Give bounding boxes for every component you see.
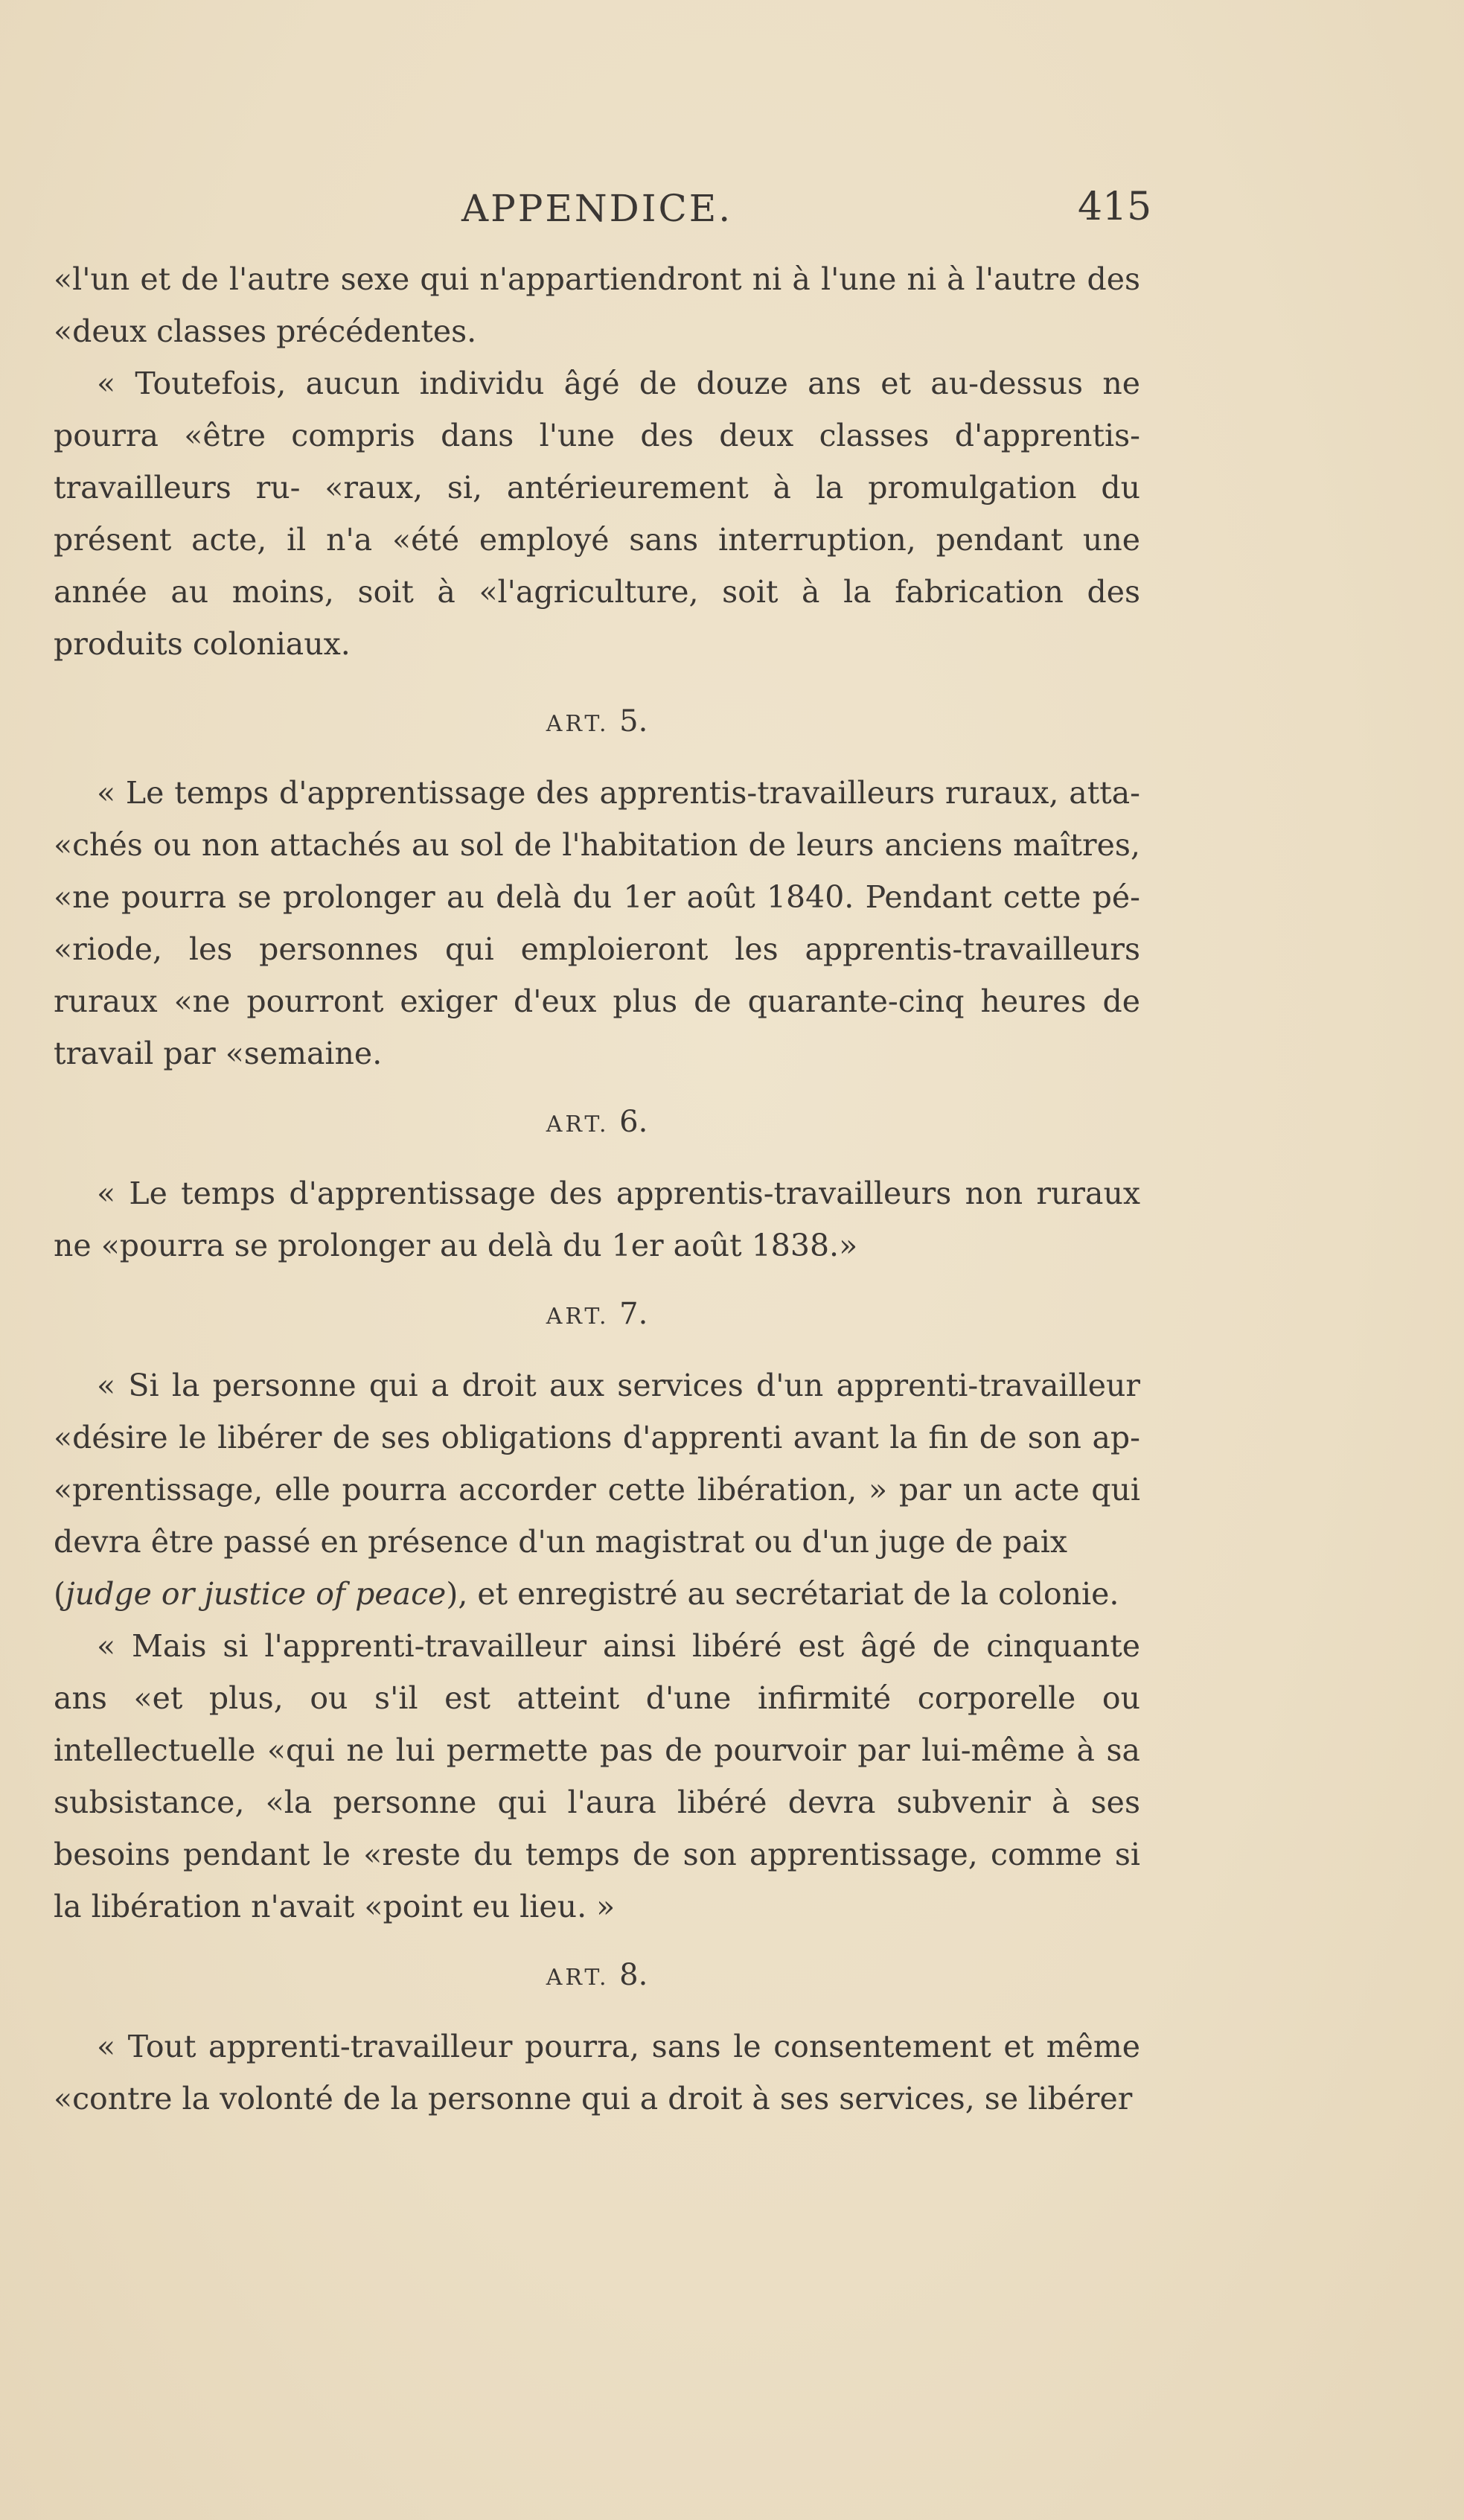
page-body — [54, 253, 1140, 2125]
article-heading-7 — [54, 1288, 1140, 1343]
article-heading-5 — [54, 695, 1140, 750]
article-label: ART. — [546, 711, 610, 737]
page-number: 415 — [1078, 185, 1152, 229]
article-heading-6 — [54, 1096, 1140, 1151]
paragraph-article-7-continued: (judge or justice of peace), et enregistré au secrétariat de la colonie. — [54, 1576, 1119, 1612]
article-number: 8. — [619, 1958, 648, 1992]
paragraph-article-8: « Tout apprenti-travailleur pourra, sans le consentement et même «contre la volonté de la personne qui a droit à ses services, se libérer — [54, 2029, 1140, 2117]
paragraph-article-5: « Le temps d'apprentissage des apprentis-travailleurs ruraux, atta- «chés ou non attachés au sol de l'habitation de leurs anciens maîtres, «ne pourra se prolonger au delà du 1er août 1840. Pendant cette pé- «riode, les personnes qui emploieront les apprentis-travailleurs ruraux «ne pourront exiger d'eux plus de quarante-cinq heures de travail par «semaine. — [54, 775, 1140, 1071]
paragraph-mais-si: « Mais si l'apprenti-travailleur ainsi libéré est âgé de cinquante ans «et plus, ou s'il est atteint d'une infirmité corporelle ou intellectuelle «qui ne lui permette pas de pourvoir par lui-même à sa subsistance, «la personne qui l'aura libéré devra subvenir à ses besoins pendant le «reste du temps de son apprentissage, comme si la libération n'avait «point eu lieu. » — [54, 1628, 1140, 1924]
article-number: 7. — [619, 1297, 648, 1331]
article-label: ART. — [546, 1304, 610, 1330]
running-header-title: APPENDICE. — [461, 187, 733, 230]
article-number: 5. — [619, 704, 648, 739]
article-label: ART. — [546, 1965, 610, 1991]
paragraph-continuation: «l'un et de l'autre sexe qui n'appartiendront ni à l'une ni à l'autre des «deux classes précédentes. — [54, 261, 1140, 349]
italic-phrase: judge or justice of peace — [65, 1576, 447, 1612]
article-heading-8 — [54, 1949, 1140, 2004]
paragraph-article-7-tail: , et enregistré au secrétariat de la colonie. — [458, 1576, 1119, 1612]
paragraph-article-7: « Si la personne qui a droit aux services d'un apprenti-travailleur «désire le libérer de ses obligations d'apprenti avant la fin de son ap- «prentissage, elle pourra accorder cette libération, » par un acte qui devra être passé en présence d'un magistrat ou d'un juge de paix — [54, 1368, 1140, 1560]
article-label: ART. — [546, 1111, 610, 1138]
paragraph-article-6: « Le temps d'apprentissage des apprentis-travailleurs non ruraux ne «pourra se prolonger au delà du 1er août 1838.» — [54, 1176, 1140, 1263]
paragraph-toutefois: « Toutefois, aucun individu âgé de douze ans et au-dessus ne pourra «être compris dans l'une des deux classes d'apprentis-travailleurs ru- «raux, si, antérieurement à la promulgation du présent acte, il n'a «été employé sans interruption, pendant une année au moins, soit à «l'agriculture, soit à la fabrication des produits coloniaux. — [54, 366, 1140, 662]
article-number: 6. — [619, 1105, 648, 1139]
